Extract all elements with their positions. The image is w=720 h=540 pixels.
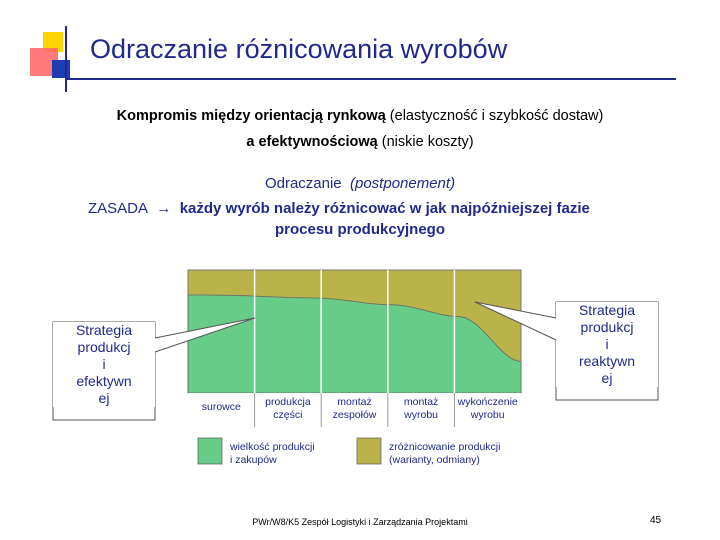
page-number: 45 — [650, 515, 662, 526]
postponement-italic: (postponement) — [350, 175, 456, 192]
legend-label: (warianty, odmiany) — [389, 454, 480, 466]
bubble-left-line: i — [102, 356, 106, 372]
slide-title: Odraczanie różnicowania wyrobów — [90, 34, 508, 64]
legend-label: zróżnicowanie produkcji — [389, 441, 501, 453]
category-label: surowce — [201, 401, 241, 413]
category-label: montaż — [403, 396, 439, 408]
bubble-right-line: Strategia — [578, 302, 636, 318]
principle-arrow-icon: → — [156, 200, 172, 217]
category-label: montaż — [337, 396, 372, 408]
bubble-left-line: efektywn — [76, 373, 132, 389]
bubble-efficient-strategy — [53, 322, 155, 407]
category-label: części — [273, 409, 303, 421]
bubble-right-line: reaktywn — [578, 353, 636, 369]
bubble-left-line: produkcj — [77, 339, 131, 355]
bubble-left-line: Strategia — [75, 322, 133, 338]
compromise-bold-1: Kompromis między orientacją rynkową — [116, 108, 386, 124]
category-label: produkcja — [265, 396, 311, 408]
bubble-reactive-strategy — [556, 302, 658, 387]
legend-swatch — [357, 438, 381, 464]
compromise-normal-1: (elastyczność i szybkość dostaw) — [385, 108, 604, 124]
compromise-normal-2: (niskie koszty) — [377, 134, 474, 150]
principle-prefix: ZASADA — [88, 200, 149, 217]
bubble-right-line: ej — [601, 370, 613, 386]
principle-text-2: procesu produkcyjnego — [274, 221, 446, 238]
legend-label: wielkość produkcji — [230, 441, 315, 453]
footer-text: PWr/W8/K5 Zespół Logistyki i Zarządzania Projektami — [252, 517, 468, 527]
legend-swatch — [198, 438, 222, 464]
principle-text-1: każdy wyrób należy różnicować w jak najpóźniejszej fazie — [179, 200, 590, 217]
category-label: wyrobu — [470, 409, 505, 421]
category-label: zespołów — [332, 409, 377, 421]
postponement-label: Odraczanie — [264, 175, 342, 192]
bubble-left-line: ej — [98, 390, 110, 406]
legend-label: i zakupów — [230, 454, 277, 466]
bubble-right-line: i — [605, 336, 609, 352]
compromise-bold-2: a efektywnościową — [246, 134, 378, 150]
category-label: wykończenie — [457, 396, 518, 408]
bubble-right-line: produkcj — [580, 319, 634, 335]
category-label: wyrobu — [404, 409, 439, 421]
